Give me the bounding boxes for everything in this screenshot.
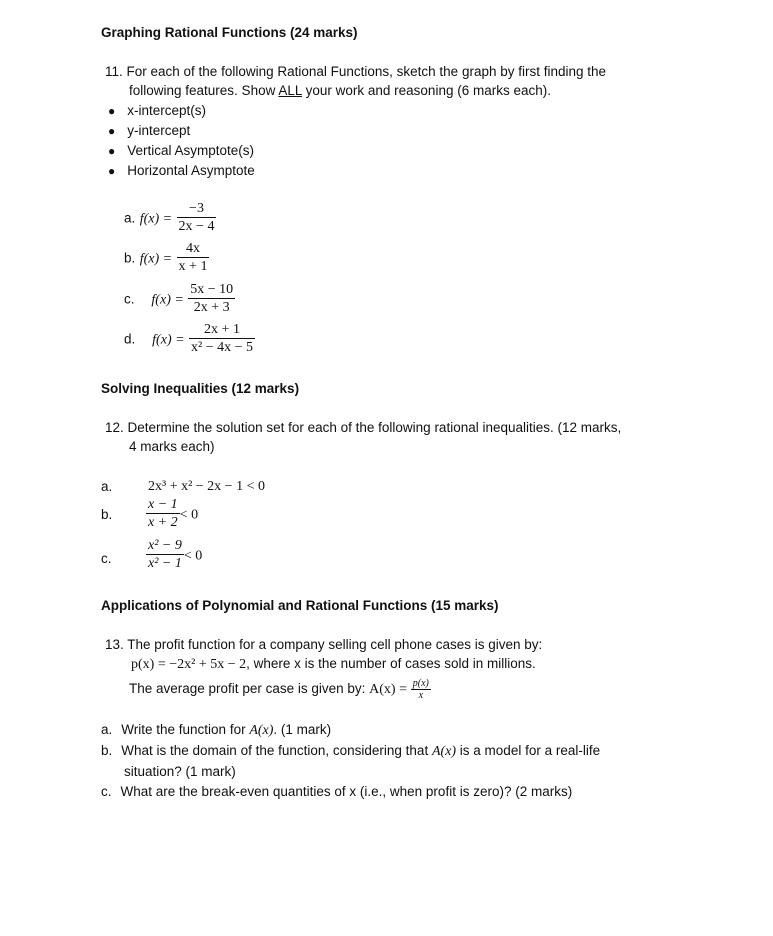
part-text: What are the break-even quantities of x (i.e., when profit is zero)? (2 marks) bbox=[120, 784, 573, 799]
inequality-relation: < 0 bbox=[183, 548, 203, 564]
function-fraction bbox=[188, 282, 235, 317]
question-13-line3 bbox=[129, 678, 431, 701]
fraction-numerator: x² − 9 bbox=[148, 538, 182, 553]
fraction-denominator: x² − 1 bbox=[148, 556, 182, 571]
fraction-numerator: 2x + 1 bbox=[204, 322, 240, 337]
function-a bbox=[124, 201, 216, 236]
part-b bbox=[101, 741, 600, 762]
fraction-numerator: 5x − 10 bbox=[190, 282, 234, 297]
function-d bbox=[124, 322, 255, 357]
fraction-denominator: 2x − 4 bbox=[178, 219, 215, 234]
bullet-item bbox=[108, 141, 255, 161]
inequality-c-label: c. bbox=[101, 551, 112, 566]
question-11-line2 bbox=[129, 81, 551, 101]
bullet-text: x-intercept(s) bbox=[127, 103, 207, 118]
bullet-text: y-intercept bbox=[127, 123, 191, 138]
function-lhs: f(x) = bbox=[139, 251, 173, 267]
question-13-line2 bbox=[131, 654, 536, 675]
part-text-end: is a model for a real-life bbox=[456, 743, 601, 758]
fraction-numerator: 4x bbox=[186, 241, 200, 256]
part-math: A(x) bbox=[249, 723, 274, 738]
inequality-b bbox=[146, 497, 198, 532]
section-heading-applications: Applications of Polynomial and Rational Functions (15 marks) bbox=[101, 598, 499, 613]
function-lhs: f(x) = bbox=[151, 292, 184, 308]
q11-text-a: following features. Show bbox=[129, 83, 279, 98]
fraction-numerator: −3 bbox=[189, 201, 204, 216]
fraction-denominator: x + 2 bbox=[148, 515, 178, 530]
inequality-a-expr: 2x³ + x² − 2x − 1 < 0 bbox=[148, 479, 265, 494]
bullet-item bbox=[108, 161, 255, 181]
part-b-cont: situation? (1 mark) bbox=[124, 764, 236, 779]
bullet-text: Horizontal Asymptote bbox=[127, 163, 255, 178]
part-c bbox=[101, 782, 572, 802]
fraction-denominator: x bbox=[411, 689, 431, 701]
inequality-fraction bbox=[146, 538, 184, 573]
bullet-icon: ● bbox=[108, 124, 116, 138]
profit-function: p(x) = −2x² + 5x − 2 bbox=[131, 657, 247, 672]
fraction-numerator: p(x) bbox=[412, 678, 429, 689]
part-text-end: . (1 mark) bbox=[273, 722, 332, 737]
inequality-c bbox=[146, 538, 202, 573]
fraction-denominator: 2x + 3 bbox=[188, 298, 235, 317]
question-13-line1: 13. The profit function for a company selling cell phone cases is given by: bbox=[105, 637, 543, 652]
function-lhs: f(x) = bbox=[152, 332, 185, 348]
fraction-numerator: x − 1 bbox=[148, 497, 178, 512]
bullet-icon: ● bbox=[108, 144, 116, 158]
function-label: a. bbox=[124, 210, 136, 226]
part-text: What is the domain of the function, considering that bbox=[121, 743, 432, 758]
function-b bbox=[124, 241, 209, 276]
q11-underlined-all: ALL bbox=[278, 83, 302, 98]
function-label: c. bbox=[124, 291, 135, 307]
section-heading-graphing: Graphing Rational Functions (24 marks) bbox=[101, 25, 358, 40]
inequality-b-label: b. bbox=[101, 507, 113, 522]
average-profit-lhs: A(x) = bbox=[369, 682, 407, 698]
function-lhs: f(x) = bbox=[139, 211, 173, 227]
bullet-item bbox=[108, 121, 255, 141]
inequality-relation: < 0 bbox=[179, 507, 199, 523]
function-fraction bbox=[177, 201, 217, 236]
bullet-list bbox=[108, 101, 255, 181]
fraction-denominator: x² − 4x − 5 bbox=[191, 340, 253, 355]
question-12-line1: 12. Determine the solution set for each of the following rational inequalities. (12 marks, bbox=[105, 420, 622, 435]
bullet-item bbox=[108, 101, 255, 121]
inequality-fraction bbox=[146, 497, 180, 532]
function-c bbox=[124, 282, 235, 317]
average-profit-fraction bbox=[411, 678, 431, 701]
function-fraction bbox=[189, 322, 255, 357]
part-math: A(x) bbox=[431, 744, 457, 759]
part-a bbox=[101, 720, 331, 741]
part-label: a. bbox=[101, 722, 113, 737]
question-12-line2: 4 marks each) bbox=[129, 439, 215, 454]
bullet-text: Vertical Asymptote(s) bbox=[127, 143, 255, 158]
function-label: b. bbox=[124, 250, 136, 266]
bullet-icon: ● bbox=[108, 164, 116, 178]
function-fraction bbox=[177, 241, 210, 276]
part-label: c. bbox=[101, 784, 112, 799]
section-heading-inequalities: Solving Inequalities (12 marks) bbox=[101, 381, 300, 396]
function-label: d. bbox=[124, 331, 136, 347]
average-profit-text: The average profit per case is given by: bbox=[129, 681, 370, 697]
part-label: b. bbox=[101, 743, 113, 758]
profit-function-desc: , where x is the number of cases sold in millions. bbox=[246, 656, 536, 671]
q11-text-b: your work and reasoning (6 marks each). bbox=[301, 83, 551, 98]
bullet-icon: ● bbox=[108, 104, 116, 118]
inequality-a-label: a. bbox=[101, 479, 113, 494]
fraction-denominator: x + 1 bbox=[178, 259, 208, 274]
part-text: Write the function for bbox=[121, 722, 250, 737]
question-11-line1: 11. For each of the following Rational Functions, sketch the graph by first finding the bbox=[105, 64, 607, 79]
